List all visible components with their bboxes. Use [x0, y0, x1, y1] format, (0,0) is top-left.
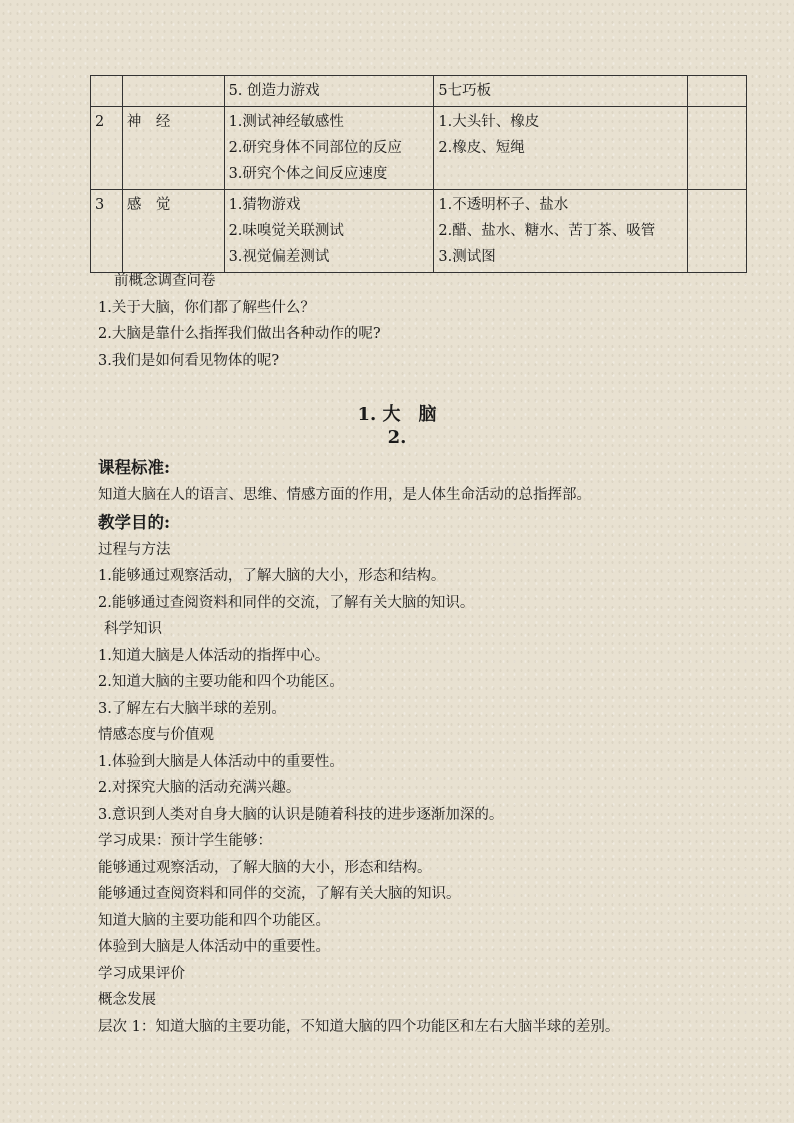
activity-table: [90, 75, 747, 273]
activity-item: 3.视觉偏差测试: [228, 249, 330, 265]
lesson-title: 1. 大 脑: [357, 404, 437, 425]
row-materials: [434, 107, 688, 190]
list-item: 1.体验到大脑是人体活动中的重要性。: [98, 753, 344, 770]
activity-item: 1.测试神经敏感性: [228, 114, 344, 130]
list-item: 3.意识到人类对自身大脑的认识是随着科技的进步逐渐加深的。: [98, 806, 504, 823]
row-note: [688, 190, 747, 273]
material-item: 3.测试图: [438, 249, 496, 265]
paragraph: 知道大脑在人的语言、思维、情感方面的作用，是人体生命活动的总指挥部。: [98, 487, 591, 503]
list-item: 能够通过查阅资料和同伴的交流，了解有关大脑的知识。: [98, 886, 461, 902]
row-note: [688, 76, 747, 107]
section-heading: 课程标准:: [98, 458, 171, 477]
lesson-body: [98, 454, 619, 1040]
survey-section: [98, 268, 381, 374]
list-item: 3.了解左右大脑半球的差别。: [98, 700, 286, 717]
survey-question: 1.关于大脑，你们都了解些什么？: [98, 299, 315, 316]
row-name: 神 经: [122, 107, 224, 190]
row-number: 2: [91, 107, 123, 190]
list-item: 知道大脑的主要功能和四个功能区。: [98, 912, 330, 929]
row-materials: [434, 190, 688, 273]
row-name: [122, 76, 224, 107]
survey-title: 前概念调查问卷: [114, 273, 216, 289]
table-row: [91, 190, 747, 273]
row-materials: [434, 76, 688, 107]
row-note: [688, 107, 747, 190]
subheading: 科学知识: [104, 621, 162, 637]
activity-item: 2.研究身体不同部位的反应: [228, 140, 402, 156]
section-heading: 教学目的:: [98, 512, 171, 532]
survey-question: 3.我们是如何看见物体的呢?: [98, 352, 280, 369]
material-item: 1.大头针、橡皮: [438, 114, 540, 130]
list-item: 1.能够通过观察活动，了解大脑的大小，形态和结构。: [98, 568, 446, 584]
lesson-subtitle: 2.: [387, 427, 407, 448]
list-item: 能够通过观察活动，了解大脑的大小，形态和结构。: [98, 859, 432, 876]
table-row: [91, 76, 747, 107]
material-item: 5七巧板: [438, 83, 492, 99]
activity-item: 2.味嗅觉关联测试: [228, 223, 344, 239]
material-item: 1.不透明杯子、盐水: [438, 197, 569, 213]
row-number: [91, 76, 123, 107]
subheading: 概念发展: [98, 992, 156, 1008]
subheading: 学习成果：预计学生能够：: [98, 833, 272, 849]
table-row: [91, 107, 747, 190]
list-item: 2.对探究大脑的活动充满兴趣。: [98, 780, 301, 796]
subheading: 过程与方法: [98, 541, 171, 558]
survey-question: 2.大脑是靠什么指挥我们做出各种动作的呢?: [98, 326, 381, 342]
row-activities: [224, 107, 434, 190]
material-item: 2.橡皮、短绳: [438, 140, 525, 156]
material-item: 2.醋、盐水、糖水、苦丁茶、吸管: [438, 223, 656, 239]
list-item: 体验到大脑是人体活动中的重要性。: [98, 939, 330, 955]
list-item: 2.能够通过查阅资料和同伴的交流，了解有关大脑的知识。: [98, 594, 475, 611]
paragraph: 层次 1：知道大脑的主要功能，不知道大脑的四个功能区和左右大脑半球的差别。: [98, 1018, 620, 1035]
activity-item: 3.研究个体之间反应速度: [228, 166, 388, 182]
list-item: 2.知道大脑的主要功能和四个功能区。: [98, 674, 344, 690]
subheading: 情感态度与价值观: [98, 727, 214, 743]
activity-item: 1.猜物游戏: [228, 197, 301, 213]
row-activities: [224, 76, 434, 107]
row-number: 3: [91, 190, 123, 273]
subheading: 学习成果评价: [98, 965, 185, 982]
activity-item: 5. 创造力游戏: [228, 83, 320, 99]
row-activities: [224, 190, 434, 273]
row-name: 感 觉: [122, 190, 224, 273]
list-item: 1.知道大脑是人体活动的指挥中心。: [98, 647, 330, 664]
